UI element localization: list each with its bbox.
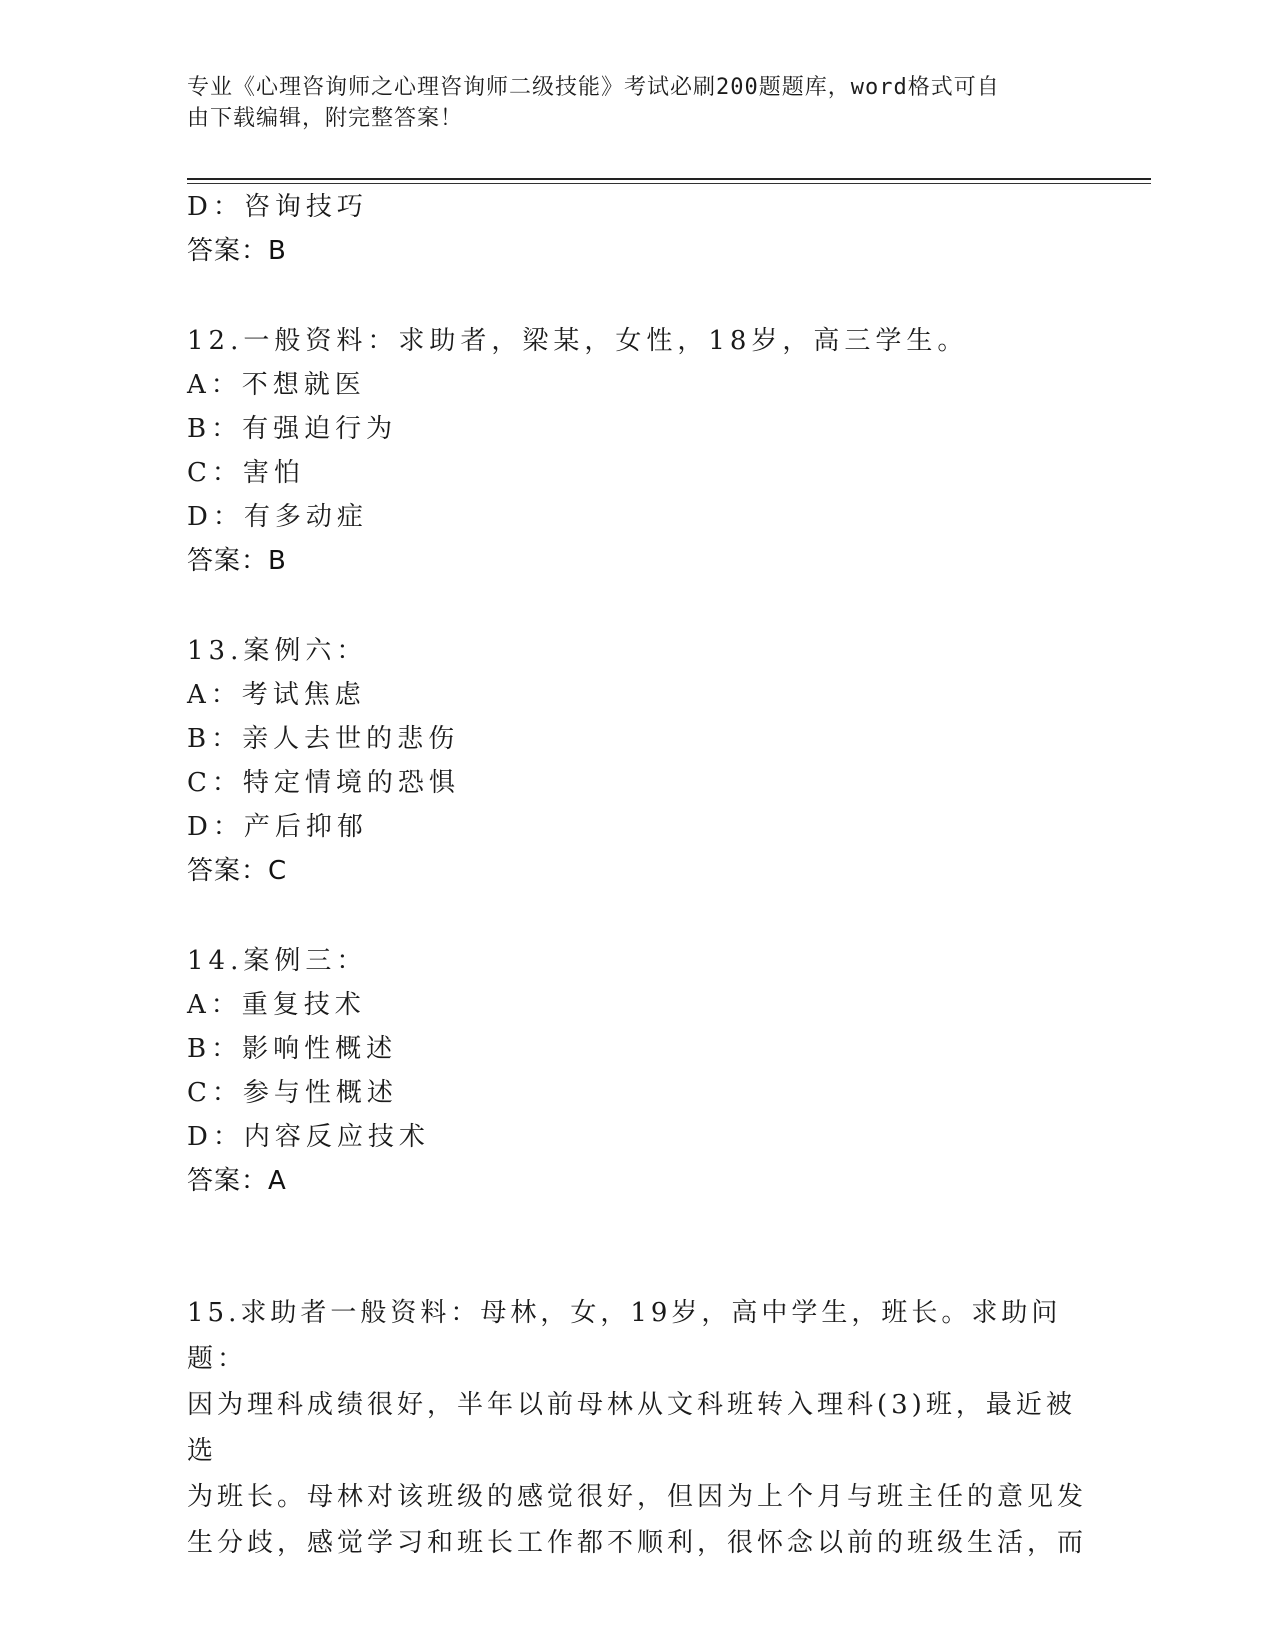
header-line-1: 专业《心理咨询师之心理咨询师二级技能》考试必刷200题题库，word格式可自	[187, 75, 1000, 100]
question-13-option-d: D：产后抑郁	[187, 812, 368, 842]
question-12-stem: 12.一般资料：求助者，梁某，女性，18岁，高三学生。	[187, 326, 969, 356]
question-12-answer: 答案：B	[187, 546, 287, 576]
question-15-paragraph	[187, 1290, 1087, 1566]
question-12-option-d: D：有多动症	[187, 502, 368, 532]
question-13-stem: 13.案例六：	[187, 636, 368, 666]
question-15-line-3: 为班长。母林对该班级的感觉很好，但因为上个月与班主任的意见发	[187, 1482, 1088, 1512]
question-13-option-c: C：特定情境的恐惧	[187, 768, 460, 798]
header-line-2: 由下载编辑，附完整答案！	[187, 106, 464, 131]
question-15-line-1: 15.求助者一般资料：母林，女，19岁，高中学生，班长。求助问题：	[187, 1298, 1062, 1374]
question-13-option-a: A：考试焦虑	[187, 680, 366, 710]
question-12-option-a: A：不想就医	[187, 370, 366, 400]
question-14-option-b: B：影响性概述	[187, 1034, 398, 1064]
header-rule-thin	[187, 183, 1151, 184]
question-15-line-4: 生分歧，感觉学习和班长工作都不顺利，很怀念以前的班级生活，而	[187, 1528, 1088, 1558]
question-14-option-c: C：参与性概述	[187, 1078, 398, 1108]
question-12-option-b: B：有强迫行为	[187, 414, 398, 444]
question-14-option-d: D：内容反应技术	[187, 1122, 430, 1152]
header-rule-thick	[187, 178, 1151, 180]
question-13-option-b: B：亲人去世的悲伤	[187, 724, 460, 754]
question-15-line-2: 因为理科成绩很好，半年以前母林从文科班转入理科(3)班，最近被选	[187, 1390, 1076, 1466]
question-14-stem: 14.案例三：	[187, 946, 368, 976]
question-14-answer: 答案：A	[187, 1166, 287, 1196]
question-12-option-c: C：害怕	[187, 458, 305, 488]
prev-answer: 答案：B	[187, 236, 287, 266]
prev-option-d: D：咨询技巧	[187, 192, 368, 222]
question-14-option-a: A：重复技术	[187, 990, 366, 1020]
question-13-answer: 答案：C	[187, 856, 288, 886]
document-header	[187, 72, 1067, 134]
